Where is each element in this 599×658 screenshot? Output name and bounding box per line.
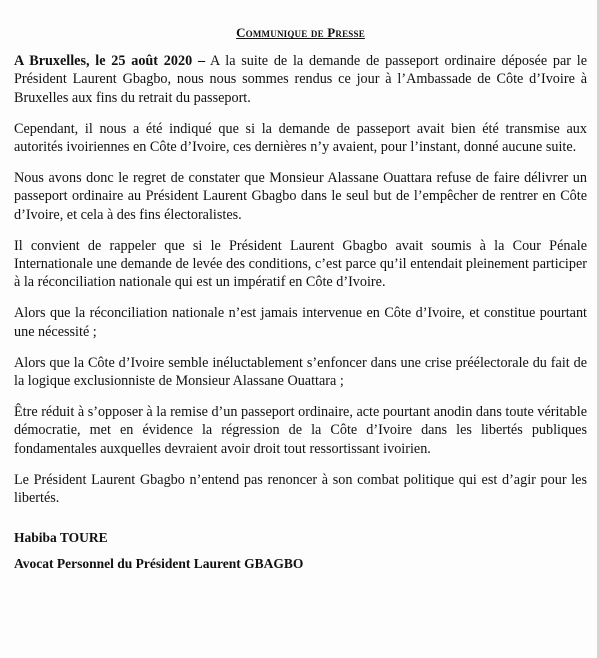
paragraph-4: Il convient de rappeler que si le Président Laurent Gbagbo avait soumis à la Cour Pénale Internationale une demande de levée des conditions, c’est parce qu’il entendait pleinement participer à la réconciliation nationale qui est un impératif en Côte d’Ivoire.	[14, 237, 587, 291]
paragraph-7: Être réduit à s’opposer à la remise d’un passeport ordinaire, acte pourtant anodin dans toute véritable démocratie, met en évidence la régression de la Côte d’Ivoire dans les libertés publiques fondamentales auxquelles devraient avoir droit tout ressortissant ivoirien.	[14, 404, 587, 457]
paragraph-3: Nous avons donc le regret de constater que Monsieur Alassane Ouattara refuse de faire délivrer un passeport ordinaire au Président Laurent Gbagbo dans le seul but de l’empêcher de rentrer en Côte d’Ivoire, et cela à des fins électoralistes.	[14, 170, 587, 223]
paragraph-2: Cependant, il nous a été indiqué que si la demande de passeport avait bien été transmise aux autorités ivoiriennes en Côte d’Ivoire, ces dernières n’y avaient, pour l’instant, donné aucune suite.	[14, 120, 587, 156]
signature-block	[14, 529, 587, 573]
paragraph-1-text: A la suite de la demande de passeport ordinaire déposée par le Président Laurent Gbagbo, nous nous sommes rendus ce jour à l’Ambassade de Côte d’Ivoire à Bruxelles aux fins du retrait du passeport.	[14, 53, 587, 106]
press-release	[14, 24, 587, 574]
paragraph-1-lead: A Bruxelles, le 25 août 2020 –	[14, 53, 206, 70]
paragraph-5: Alors que la réconciliation nationale n’est jamais intervenue en Côte d’Ivoire, et constitue pourtant une nécessité ;	[14, 305, 587, 340]
paragraph-6: Alors que la Côte d’Ivoire semble inéluctablement s’enfoncer dans une crise préélectorale du fait de la logique exclusionniste de Monsieur Alassane Ouattara ;	[14, 354, 587, 390]
signatory-name: Habiba TOURE	[14, 530, 108, 546]
document-title: Communique de Presse	[236, 25, 365, 40]
paragraph-8: Le Président Laurent Gbagbo n’entend pas renoncer à son combat politique qui est d’agir pour les libertés.	[14, 471, 587, 507]
signatory-title: Avocat Personnel du Président Laurent GBAGBO	[14, 556, 304, 572]
paragraph-1	[14, 52, 587, 107]
